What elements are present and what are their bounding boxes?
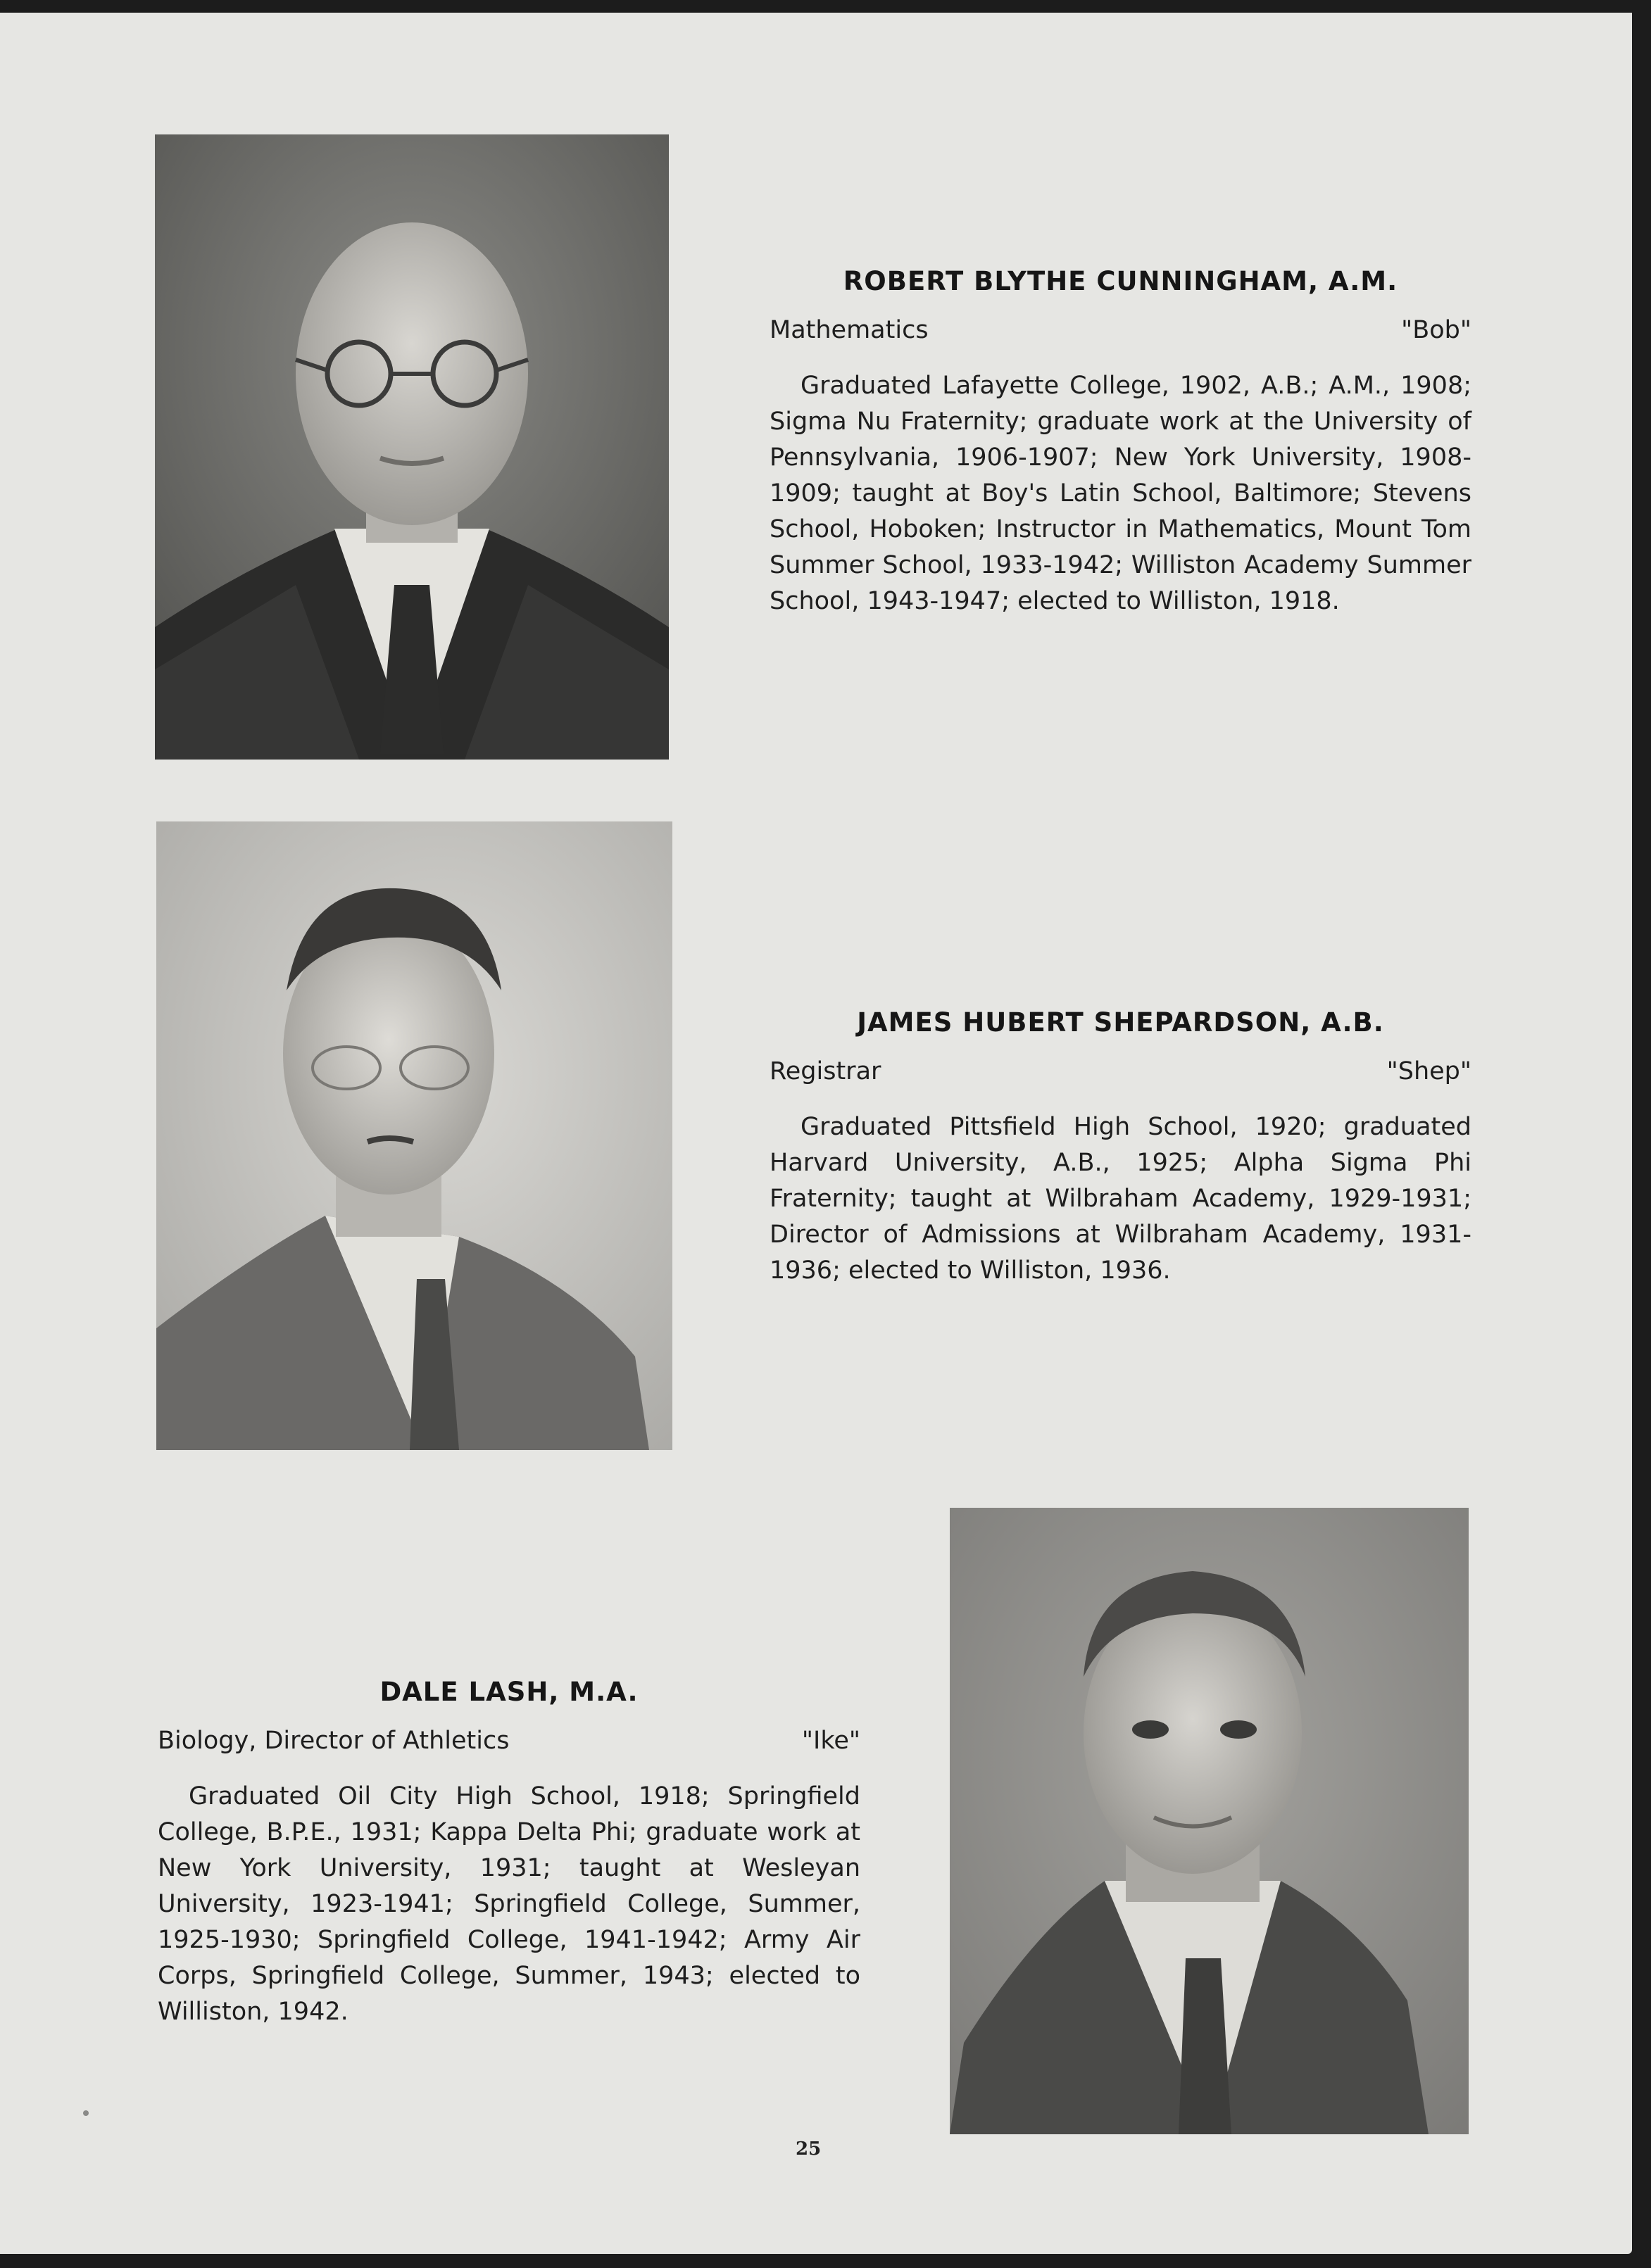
print-speck xyxy=(83,2110,89,2116)
portrait-photo-lash xyxy=(950,1508,1469,2134)
faculty-role: Mathematics xyxy=(770,316,929,344)
faculty-entry-shepardson xyxy=(770,1007,1471,1289)
faculty-name: DALE LASH, M.A. xyxy=(379,1677,639,1707)
faculty-name: ROBERT BLYTHE CUNNINGHAM, A.M. xyxy=(843,266,1398,296)
faculty-role-line xyxy=(770,316,1471,347)
faculty-nickname: "Bob" xyxy=(1401,316,1471,344)
faculty-nickname: "Ike" xyxy=(801,1727,860,1755)
faculty-nickname: "Shep" xyxy=(1386,1057,1471,1085)
faculty-role: Registrar xyxy=(770,1057,881,1085)
faculty-bio: Graduated Lafayette College, 1902, A.B.; A.M., 1908; Sigma Nu Fraternity; graduate work at the University of Pennsylvania, 1906-1907; New York University, 1908-1909; taught at Boy's Latin School, Baltimore; Stevens School, Hoboken; Instructor in Mathematics, Mount Tom Summer School, 1933-1942; Williston Academy Summer School, 1943-1947; elected to Williston, 1918. xyxy=(770,372,1471,615)
faculty-role-line xyxy=(158,1727,860,1758)
faculty-role: Biology, Director of Athletics xyxy=(158,1727,510,1755)
yearbook-page xyxy=(0,13,1632,2254)
faculty-bio: Graduated Pittsfield High School, 1920; graduated Harvard University, A.B., 1925; Alpha Sigma Phi Fraternity; taught at Wilbraham Academy, 1929-1931; Director of Admissions at Wilbraham Academy, 1931-1936; elected to Williston, 1936. xyxy=(770,1113,1471,1285)
faculty-bio: Graduated Oil City High School, 1918; Springfield College, B.P.E., 1931; Kappa Delta Phi; graduate work at New York University, 1931; taught at Wesleyan University, 1923-1941; Springfield College, Summer, 1925-1930; Springfield College, 1941-1942; Army Air Corps, Springfield College, Summer, 1943; elected to Williston, 1942. xyxy=(158,1782,860,2026)
faculty-role-line xyxy=(770,1057,1471,1088)
faculty-entry-lash xyxy=(158,1677,860,2030)
portrait-photo-shepardson xyxy=(156,821,672,1450)
faculty-entry-cunningham xyxy=(770,266,1471,619)
portrait-photo-cunningham xyxy=(155,134,669,760)
page-number: 25 xyxy=(796,2138,822,2160)
faculty-name: JAMES HUBERT SHEPARDSON, A.B. xyxy=(857,1007,1384,1038)
